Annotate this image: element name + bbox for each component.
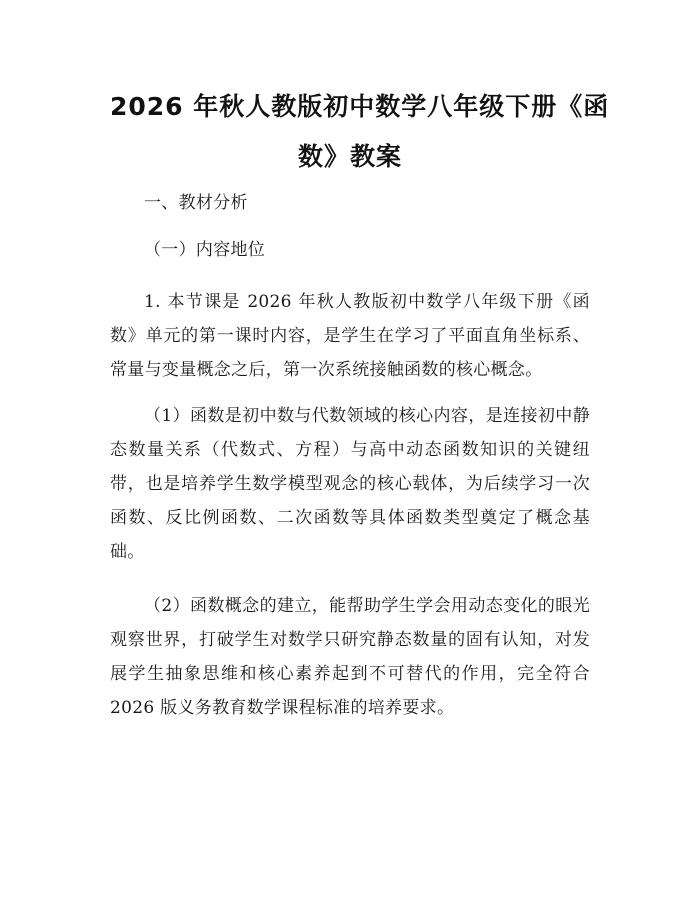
paragraph-2: （1）函数是初中数与代数领域的核心内容，是连接初中静态数量关系（代数式、方程）与高中动态函数知识的关键纽带，也是培养学生数学模型观念的核心载体，为后续学习一次函数、反比例函数、二次函数等具体函数类型奠定了概念基础。 (110, 406, 590, 562)
section-heading: 一、教材分析 (144, 193, 248, 213)
document-title (110, 82, 610, 182)
subsection-heading: （一）内容地位 (144, 240, 266, 260)
title-line-1: 2026 年秋人教版初中数学八年级下册《函 (110, 92, 610, 121)
title-line-2: 数》教案 (297, 142, 402, 171)
paragraph-1: 1. 本节课是 2026 年秋人教版初中数学八年级下册《函数》单元的第一课时内容，是学生在学习了平面直角坐标系、常量与变量概念之后，第一次系统接触函数的核心概念。 (110, 292, 590, 380)
paragraph-3: （2）函数概念的建立，能帮助学生学会用动态变化的眼光观察世界，打破学生对数学只研究静态数量的固有认知，对发展学生抽象思维和核心素养起到不可替代的作用，完全符合 2026 版义务教育数学课程标准的培养要求。 (110, 596, 590, 718)
